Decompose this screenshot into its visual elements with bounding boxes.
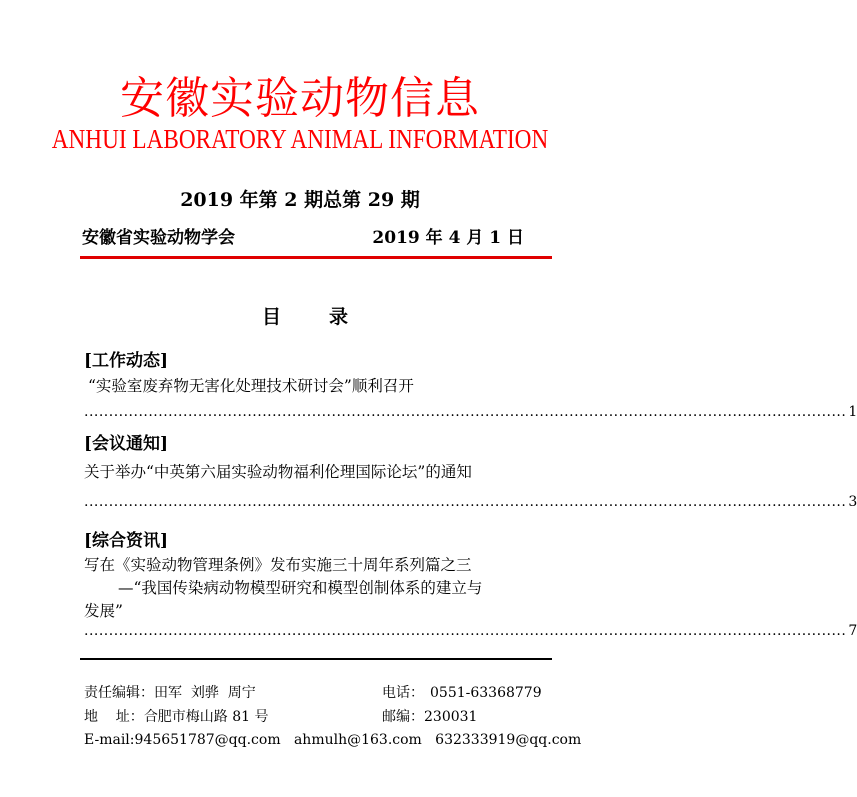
toc-title: 目录 [262,306,397,328]
address-label: 地 址： [84,709,144,725]
publisher-society: 安徽省实验动物学会 [82,228,235,248]
toc-entry-link-continued[interactable]: 发展” [84,602,123,620]
editors-label: 责任编辑： [84,685,154,701]
toc-leader-row [84,621,857,639]
toc-entry-link[interactable]: “实验室废弃物无害化处理技术研讨会”顺利召开 [88,377,414,395]
phone-number: 0551-63368779 [430,685,542,701]
toc-page-number: 3 [848,494,857,510]
toc-section-heading-meeting-notice: [会议通知] [84,434,169,454]
magazine-title-chinese: 安徽实验动物信息 [120,73,480,124]
toc-entry-link[interactable]: 写在《实验动物管理条例》发布实施三十周年系列篇之三 [84,556,472,574]
header-divider [80,256,552,259]
editors-line [84,682,256,702]
toc-section-heading-work-news: [工作动态] [84,351,169,371]
address-value: 合肥市梅山路 81 号 [143,709,269,725]
dot-leader: .......................................................................................................................................................... [84,404,847,420]
toc-entry-link[interactable]: 关于举办“中英第六届实验动物福利伦理国际论坛”的通知 [84,463,472,481]
email-line [84,732,581,748]
magazine-title-english: ANHUI LABORATORY ANIMAL INFORMATION [51,124,549,154]
postcode-value: 230031 [424,709,478,725]
toc-page-number: 1 [848,404,857,420]
dot-leader: .......................................................................................................................................................... [84,494,847,510]
toc-entry-link-continued[interactable]: —“我国传染病动物模型研究和模型创制体系的建立与 [118,579,483,597]
issue-number: 2019 年第 2 期总第 29 期 [180,189,420,211]
address-line [84,706,269,726]
email-addresses[interactable]: 945651787@qq.com ahmulh@163.com 632333919@qq.com [134,732,582,748]
phone-line [382,682,542,702]
editors-names: 田军 刘骅 周宁 [154,685,256,701]
toc-leader-row [84,402,857,420]
dot-leader: .......................................................................................................................................................... [84,623,847,639]
email-label: E-mail: [84,732,135,748]
footer-divider [80,658,552,660]
phone-label: 电话： [382,685,424,701]
toc-section-heading-general-info: [综合资讯] [84,531,169,551]
publication-date: 2019 年 4 月 1 日 [372,228,524,248]
postcode-label: 邮编： [382,709,424,725]
postcode-line [382,706,477,726]
toc-page-number: 7 [848,623,857,639]
toc-leader-row [84,492,857,510]
